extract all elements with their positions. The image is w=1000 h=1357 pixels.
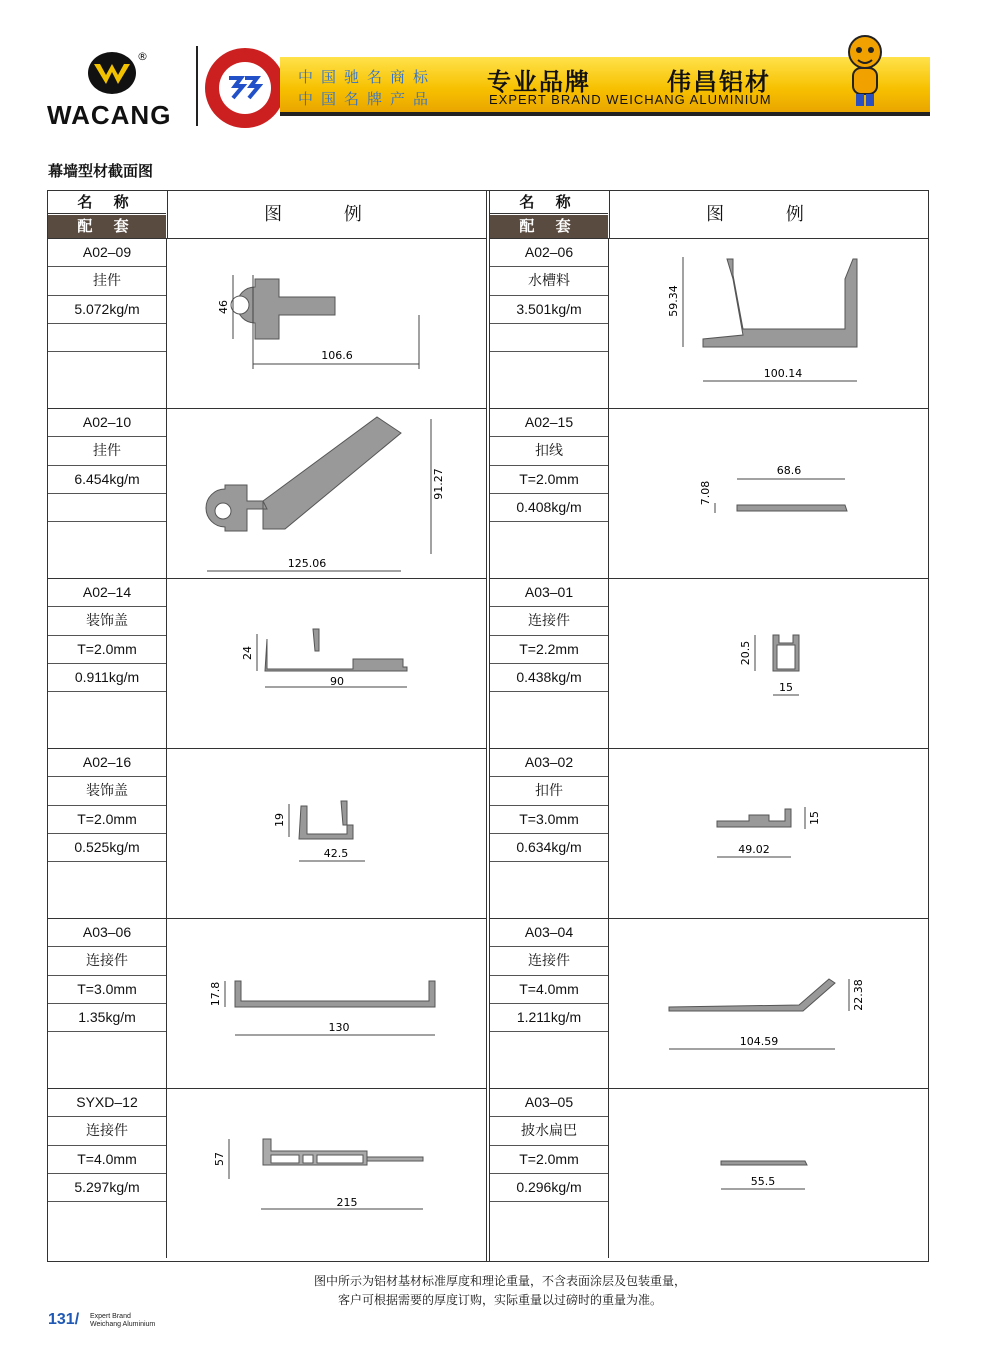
profile-code: A02–15	[490, 409, 608, 437]
profile-code: A03–05	[490, 1089, 608, 1117]
profile-spec2: 5.297kg/m	[48, 1174, 166, 1202]
profile-name: 连接件	[48, 1117, 166, 1145]
title-expert-brand: 专业品牌	[487, 68, 591, 96]
profile-code: A02–10	[48, 409, 166, 437]
profile-name: 装饰盖	[48, 777, 166, 805]
section-title: 幕墙型材截面图	[48, 162, 154, 180]
top-brand-emblem-icon	[227, 72, 263, 102]
profile-row	[48, 238, 486, 408]
profile-figure	[167, 579, 486, 748]
banner-edge	[280, 112, 930, 116]
header-name: 名 称	[490, 191, 608, 214]
profile-name: 扣件	[490, 777, 608, 805]
profile-figure	[609, 1089, 928, 1258]
dim-height: 57	[213, 1152, 226, 1166]
dim-height: 22.38	[852, 979, 865, 1011]
profile-row	[490, 238, 928, 408]
header-match: 配 套	[48, 215, 166, 238]
profile-figure	[167, 1089, 486, 1258]
profile-spec2	[48, 494, 166, 522]
slogan-famous-trademark: 中国驰名商标	[298, 68, 437, 86]
dim-height: 7.08	[699, 480, 712, 506]
profile-spec2: 0.296kg/m	[490, 1174, 608, 1202]
profile-spec: T=2.2mm	[490, 636, 608, 664]
profile-spec2: 0.438kg/m	[490, 664, 608, 692]
profile-name: 挂件	[48, 437, 166, 465]
profile-name: 连接件	[490, 607, 608, 635]
profile-figure	[609, 579, 928, 748]
profile-row	[48, 408, 486, 578]
profile-spec: 5.072kg/m	[48, 296, 166, 324]
dim-width: 100.14	[763, 367, 803, 380]
dim-height: 59.34	[667, 285, 680, 317]
header-figure: 图 例	[167, 191, 486, 238]
tiger-mascot-icon	[836, 30, 894, 110]
profile-spec: T=2.0mm	[48, 636, 166, 664]
profile-row	[490, 1088, 928, 1258]
profile-row	[48, 918, 486, 1088]
dim-height: 19	[273, 813, 286, 827]
dim-width: 125.06	[287, 557, 327, 570]
dim-width: 55.5	[750, 1175, 776, 1188]
dim-height: 20.5	[739, 640, 752, 666]
profile-code: A02–14	[48, 579, 166, 607]
dim-width: 90	[330, 675, 344, 688]
profile-row	[48, 1088, 486, 1258]
profile-code: A02–09	[48, 239, 166, 267]
profile-row	[490, 578, 928, 748]
dim-height: 91.27	[432, 468, 445, 500]
footer-note-line1: 图中所示为铝材基材标准厚度和理论重量，不含表面涂层及包装重量，	[313, 1274, 686, 1288]
dim-width: 130	[328, 1021, 350, 1034]
dim-width: 106.6	[321, 349, 353, 362]
page-header	[0, 0, 1000, 150]
profile-row	[48, 578, 486, 748]
profile-name: 连接件	[490, 947, 608, 975]
profile-spec2: 0.911kg/m	[48, 664, 166, 692]
profile-name: 装饰盖	[48, 607, 166, 635]
profile-spec: 6.454kg/m	[48, 466, 166, 494]
dim-height: 17.8	[209, 981, 222, 1007]
page-number: 131/	[48, 1311, 80, 1328]
profile-spec: T=4.0mm	[490, 976, 608, 1004]
profile-code: A02–16	[48, 749, 166, 777]
header-name: 名 称	[48, 191, 166, 214]
page-sub-line2: Weichang Aluminium	[90, 1321, 156, 1328]
right-column	[490, 191, 928, 1261]
title-weichang: 伟昌铝材	[667, 68, 771, 96]
dim-width: 49.02	[738, 843, 770, 856]
profile-name: 披水扁巴	[490, 1117, 608, 1145]
profile-figure	[609, 409, 928, 578]
profile-spec2	[490, 324, 608, 352]
profile-code: A03–01	[490, 579, 608, 607]
profile-spec: T=2.0mm	[490, 1146, 608, 1174]
profile-name: 挂件	[48, 267, 166, 295]
header-match: 配 套	[490, 215, 608, 238]
profile-code: A02–06	[490, 239, 608, 267]
profile-spec: T=4.0mm	[48, 1146, 166, 1174]
title-english: EXPERT BRAND WEICHANG ALUMINIUM	[489, 92, 772, 107]
profile-spec: T=3.0mm	[490, 806, 608, 834]
profile-spec: 3.501kg/m	[490, 296, 608, 324]
dim-height: 24	[241, 646, 254, 660]
profile-spec: T=2.0mm	[48, 806, 166, 834]
header-divider	[196, 46, 198, 126]
dim-width: 68.6	[776, 464, 802, 477]
profile-figure	[167, 409, 486, 578]
profile-row	[48, 748, 486, 918]
profile-spec2: 0.408kg/m	[490, 494, 608, 522]
profile-name: 水槽料	[490, 267, 608, 295]
dim-width: 215	[336, 1196, 358, 1209]
header-figure: 图 例	[609, 191, 928, 238]
profile-figure	[609, 749, 928, 918]
profile-code: A03–04	[490, 919, 608, 947]
profile-spec2: 1.211kg/m	[490, 1004, 608, 1032]
profile-figure	[167, 239, 486, 408]
dim-height: 15	[808, 811, 821, 825]
wacang-logo-icon	[86, 50, 138, 96]
profile-spec: T=3.0mm	[48, 976, 166, 1004]
profile-figure	[167, 749, 486, 918]
profile-row	[490, 408, 928, 578]
dim-width: 104.59	[739, 1035, 779, 1048]
profile-code: SYXD–12	[48, 1089, 166, 1117]
left-column	[48, 191, 486, 1261]
profile-spec2: 1.35kg/m	[48, 1004, 166, 1032]
profile-code: A03–06	[48, 919, 166, 947]
profile-row	[490, 918, 928, 1088]
profile-spec2: 0.525kg/m	[48, 834, 166, 862]
profile-row	[490, 748, 928, 918]
profile-spec: T=2.0mm	[490, 466, 608, 494]
dim-width: 42.5	[323, 847, 349, 860]
page-subtitle	[90, 1313, 155, 1329]
dim-height: 46	[217, 300, 230, 314]
footer-note-line2: 客户可根据需要的厚度订购，实际重量以过磅时的重量为准。	[337, 1293, 662, 1307]
profile-figure	[609, 919, 928, 1088]
profile-table	[47, 190, 929, 1262]
registered-mark: ®	[137, 50, 148, 63]
profile-name: 扣线	[490, 437, 608, 465]
brand-name: WACANG	[47, 100, 172, 130]
profile-spec2: 0.634kg/m	[490, 834, 608, 862]
profile-figure	[167, 919, 486, 1088]
slogan-famous-product: 中国名牌产品	[298, 90, 437, 108]
dim-width: 15	[779, 681, 793, 694]
profile-code: A03–02	[490, 749, 608, 777]
profile-name: 连接件	[48, 947, 166, 975]
profile-figure	[609, 239, 928, 408]
page-sub-line1: Expert Brand	[90, 1313, 131, 1320]
profile-spec2	[48, 324, 166, 352]
